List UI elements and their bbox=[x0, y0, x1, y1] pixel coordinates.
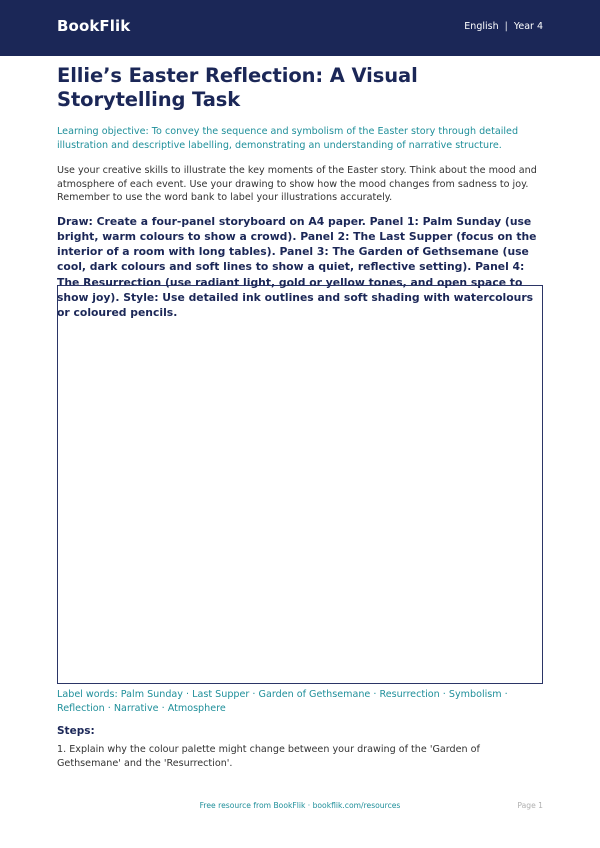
brand-logo-text: BookFlik bbox=[57, 17, 131, 35]
page-number: Page 1 bbox=[517, 801, 543, 810]
learning-objective: Learning objective: To convey the sequence and symbolism of the Easter story through detailed illustration and descriptive labelling, demonstrating an understanding of narrative structure. bbox=[57, 126, 519, 151]
step-item: 1. Explain why the colour palette might change between your drawing of the 'Garden of Gethsemane' and the 'Resurrection'. bbox=[57, 744, 480, 769]
subject-label: English bbox=[464, 20, 499, 32]
label-word-bank: Label words: Palm Sunday · Last Supper · Garden of Gethsemane · Resurrection · Symbolism · Reflection · Narrative · Atmosphere bbox=[57, 689, 508, 714]
worksheet-title: Ellie’s Easter Reflection: A Visual Storytelling Task bbox=[57, 64, 418, 111]
drawing-area[interactable] bbox=[57, 285, 543, 684]
footer-credit[interactable]: Free resource from BookFlik · bookflik.com/resources bbox=[199, 801, 401, 810]
year-label: Year 4 bbox=[513, 20, 543, 32]
header-meta bbox=[464, 21, 543, 32]
draw-instructions: Draw: Create a four-panel storyboard on A4 paper. Panel 1: Palm Sunday (use bright, warm colours to show a crowd). Panel 2: The Last Supper (focus on the interior of a room with long tables). Panel 3: The Garden of Gethsemane (use cool, dark colours and soft lines to show a quiet, reflective setting). Panel 4: The Resurrection (use radiant light, gold or yellow tones, and open space to show joy). Style: Use detailed ink outlines and soft shading with watercolours or coloured pencils. bbox=[57, 214, 537, 320]
steps-heading: Steps: bbox=[57, 725, 95, 737]
header-separator: | bbox=[504, 20, 508, 32]
intro-paragraph: Use your creative skills to illustrate the key moments of the Easter story. Think about the mood and atmosphere of each event. Use your drawing to show how the mood changes from sadness to joy. Remember to use the word bank to label your illustrations accurately. bbox=[57, 165, 537, 203]
worksheet-content bbox=[57, 64, 543, 321]
page-header bbox=[0, 0, 600, 56]
